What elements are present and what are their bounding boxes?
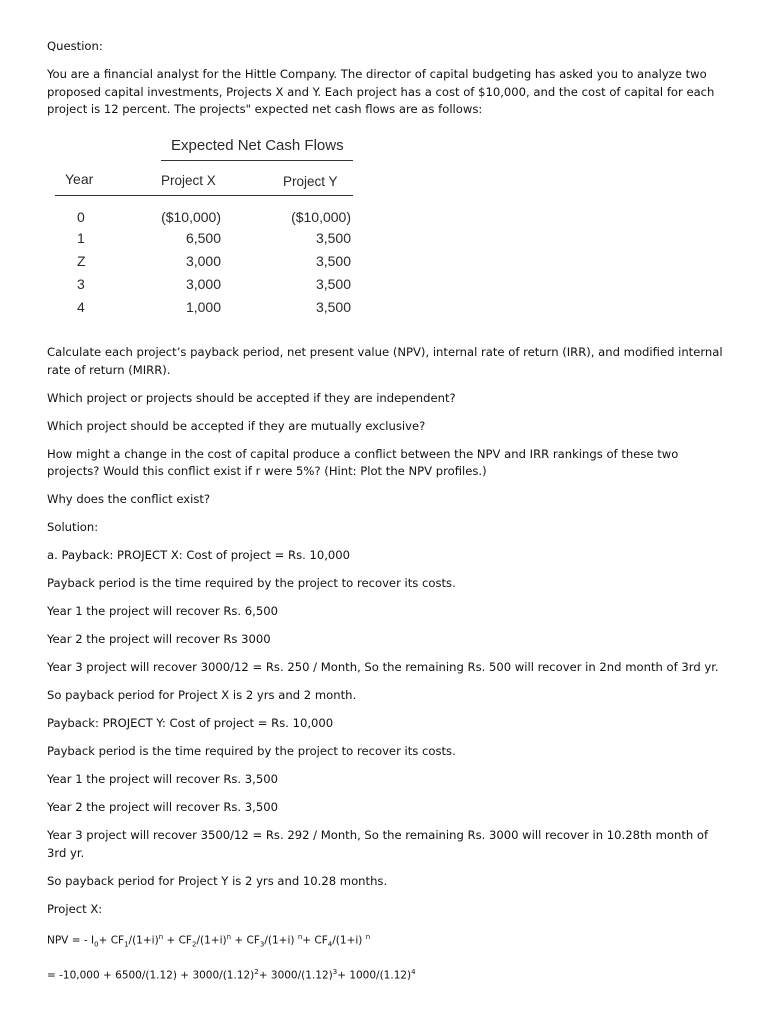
table-year-cell: 0	[77, 209, 85, 225]
table-x-cell: 3,000	[185, 276, 221, 292]
question-3: Which project should be accepted if they are mutually exclusive?	[47, 418, 426, 433]
question-2: Which project or projects should be accepted if they are independent?	[47, 390, 456, 405]
table-year-cell: Z	[77, 253, 86, 269]
solution-line: Payback period is the time required by the project to recover its costs.	[47, 576, 456, 590]
table-year-cell: 3	[77, 276, 85, 292]
solution-line: Payback: PROJECT Y: Cost of project = Rs. 10,000	[47, 716, 334, 730]
document-page	[47, 38, 727, 996]
table-title-rule	[161, 160, 353, 161]
solution-line: Year 3 project will recover 3000/12 = Rs. 250 / Month, So the remaining Rs. 500 will recover in 2nd month of 3rd yr.	[47, 660, 719, 674]
solution-line: Year 1 the project will recover Rs. 3,500	[47, 772, 278, 786]
table-header-rule	[55, 195, 353, 196]
solution-line: Year 2 the project will recover Rs 3000	[47, 632, 271, 646]
table-x-cell: 1,000	[185, 299, 221, 315]
cash-flow-table	[47, 129, 351, 334]
question-1: Calculate each project’s payback period, net present value (NPV), internal rate of return (IRR), and modified internal rate of return (MIRR).	[47, 345, 723, 377]
solution-line: Year 2 the project will recover Rs. 3,500	[47, 800, 278, 814]
solution-line: Year 1 the project will recover Rs. 6,500	[47, 604, 278, 618]
solution-line: Project X:	[47, 901, 103, 916]
col-header-project-x: Project X	[161, 173, 216, 188]
question-label: Question:	[47, 39, 103, 53]
intro-paragraph: You are a financial analyst for the Hittle Company. The director of capital budgeting has asked you to analyze two proposed capital investments, Projects X and Y. Each project has a cost of $10,000, and the cost of capital for each project is 12 percent. The projects" expected net cash flows are as follows:	[47, 67, 715, 116]
npv-formula: NPV = - $I_0+ CF_1/(1+i)^n + CF_2/(1+i)^n + CF_3/(1+i)$ $^n+ CF_4/(1+i)$ $^n$	[47, 932, 371, 949]
solution-line: So payback period for Project X is 2 yrs and 2 month.	[47, 688, 357, 702]
table-y-cell: ($10,000)	[291, 209, 351, 225]
question-5: Why does the conflict exist?	[47, 492, 211, 506]
solution-line: Year 3 project will recover 3500/12 = Rs. 292 / Month, So the remaining Rs. 3000 will recover in 10.28th month of 3rd yr.	[47, 828, 709, 860]
table-x-cell: 3,000	[185, 253, 221, 269]
col-header-year: Year	[65, 171, 94, 187]
table-y-cell: 3,500	[315, 276, 351, 292]
solution-label: Solution:	[47, 520, 99, 534]
table-y-cell: 3,500	[315, 230, 351, 246]
table-y-cell: 3,500	[315, 299, 351, 315]
solution-line: So payback period for Project Y is 2 yrs and 10.28 months.	[47, 873, 388, 888]
table-year-cell: 1	[77, 230, 85, 246]
col-header-project-y: Project Y	[283, 174, 338, 189]
table-x-cell: ($10,000)	[161, 209, 221, 225]
solution-line: a. Payback: PROJECT X: Cost of project = Rs. 10,000	[47, 548, 351, 562]
table-title: Expected Net Cash Flows	[171, 137, 344, 154]
solution-line: Payback period is the time required by the project to recover its costs.	[47, 744, 456, 758]
question-4: How might a change in the cost of capital produce a conflict between the NPV and IRR rankings of these two projects? Would this conflict exist if r were 5%? (Hint: Plot the NPV profiles.)	[47, 446, 679, 478]
table-x-cell: 6,500	[185, 230, 221, 246]
npv-numbers: = $-10,000 + 6500/(1.12) + 3000/(1.12)^2+ 3000/(1.12)^3+ 1000/(1.12)^4$	[47, 968, 416, 982]
table-y-cell: 3,500	[315, 253, 351, 269]
table-year-cell: 4	[77, 299, 85, 315]
